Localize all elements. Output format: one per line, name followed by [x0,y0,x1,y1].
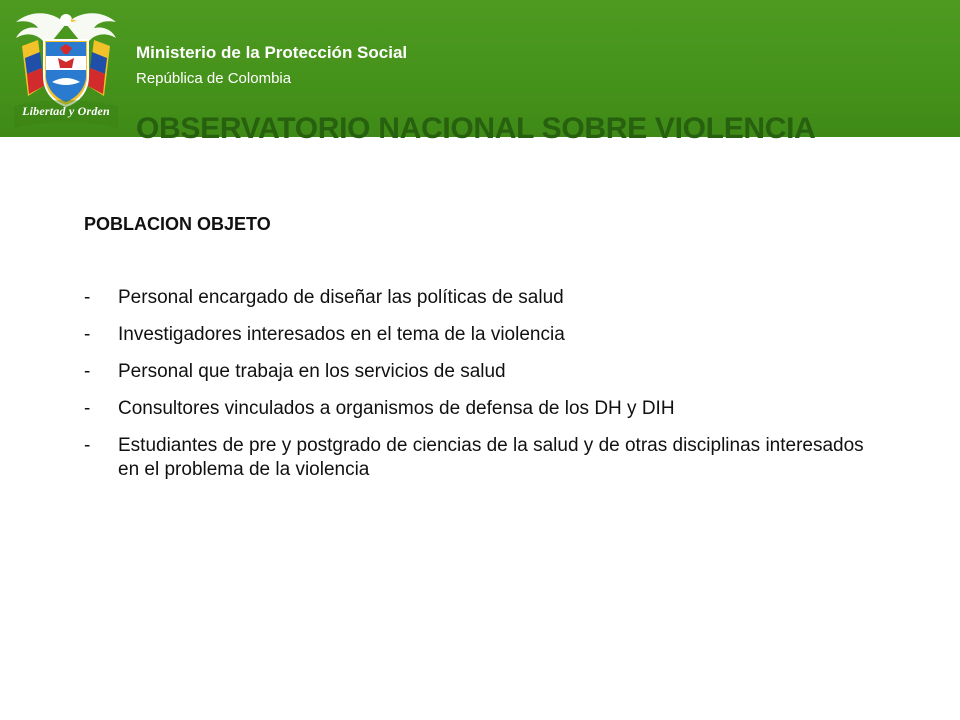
bullet-item [84,397,884,421]
ministry-name: Ministerio de la Protección Social [136,43,408,62]
bullet-marker: - [84,287,91,308]
bullet-text: Consultores vinculados a organismos de defensa de los DH y DIH [118,398,675,419]
bullet-marker: - [84,324,91,345]
slide-title: OBSERVATORIO NACIONAL SOBRE VIOLENCIA [136,112,816,145]
bullet-marker: - [84,361,91,382]
republic-name: República de Colombia [136,70,292,87]
crest-motto: Libertad y Orden [22,104,110,118]
bullet-item [84,323,884,347]
bullet-item [84,434,884,482]
bullet-text: Personal encargado de diseñar las políticas de salud [118,287,564,308]
bullet-item [84,286,884,310]
section-heading: POBLACION OBJETO [84,214,271,234]
bullet-text: Investigadores interesados en el tema de la violencia [118,324,565,345]
bullet-list [84,286,884,482]
bullet-marker: - [84,435,91,456]
bullet-text: Personal que trabaja en los servicios de salud [118,361,506,382]
bullet-item [84,360,884,384]
slide-content [84,213,884,495]
bullet-marker: - [84,398,91,419]
bullet-text: Estudiantes de pre y postgrado de ciencias de la salud y de otras disciplinas interesados en el problema de la violencia [118,435,864,480]
